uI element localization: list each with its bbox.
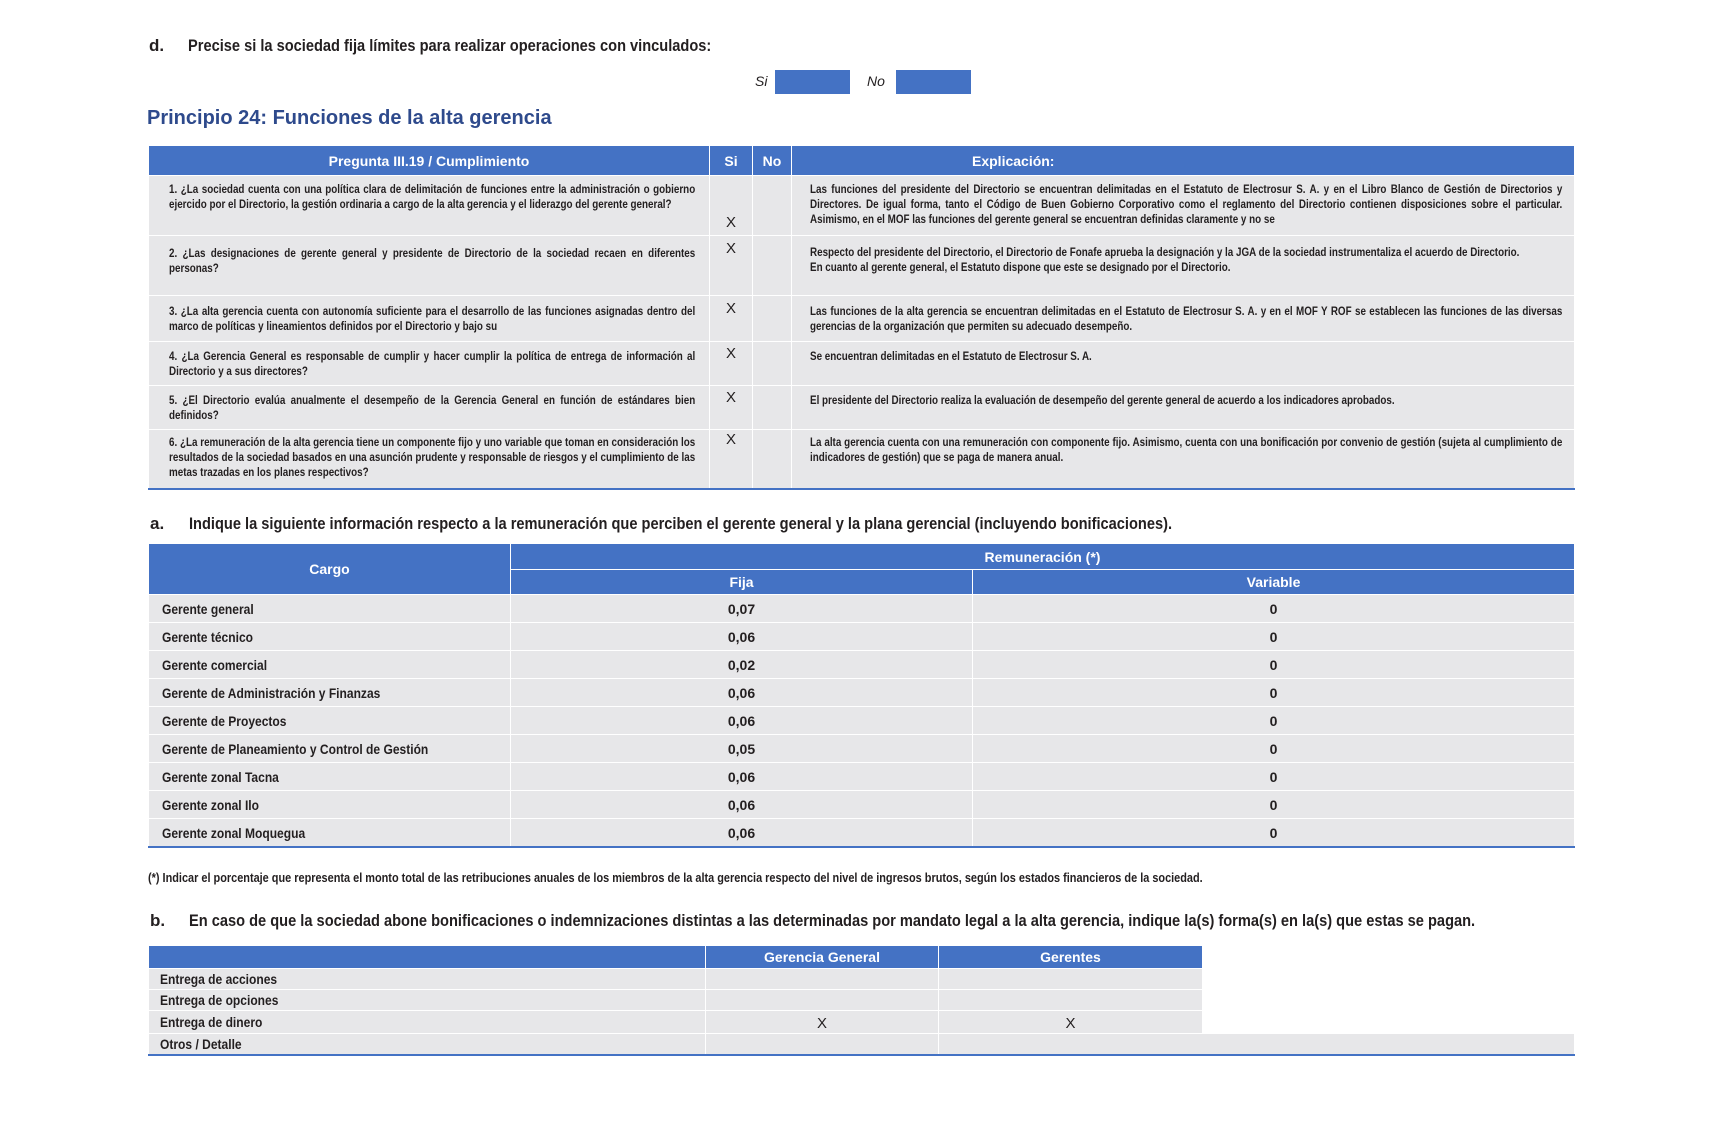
fija-cell: 0,06: [511, 679, 973, 707]
question-text: 1. ¿La sociedad cuenta con una política clara de delimitación de funciones entre la administración o gobierno ejercido por el Directorio, la gestión ordinaria a cargo de la alta gerencia y el liderazgo del gerente general?: [169, 182, 696, 211]
table-row: [149, 595, 1575, 623]
question-text: 3. ¿La alta gerencia cuenta con autonomía suficiente para el desarrollo de las funciones asignadas dentro del marco de políticas y lineamientos definidos por el Directorio y bajo su: [169, 304, 696, 333]
header-pregunta: Pregunta III.19 / Cumplimiento: [149, 146, 710, 176]
header-variable: Variable: [973, 570, 1575, 595]
question-text: 2. ¿Las designaciones de gerente general y presidente de Directorio de la sociedad recaen en diferentes personas?: [169, 246, 696, 275]
no-mark: [753, 386, 792, 430]
table-row: [149, 735, 1575, 763]
table-row: [149, 651, 1575, 679]
table-row: [149, 430, 1575, 489]
table-row: [149, 969, 1575, 990]
fija-cell: 0,05: [511, 735, 973, 763]
question-text: 5. ¿El Directorio evalúa anualmente el desempeño de la Gerencia General en función de estándares bien definidos?: [169, 393, 696, 422]
explanation-text: El presidente del Directorio realiza la evaluación de desempeño del gerente general de acuerdo a los indicadores aprobados.: [810, 393, 1395, 407]
cargo-cell: Gerente general: [162, 600, 254, 617]
header-fija: Fija: [511, 570, 973, 595]
section-d-letter: d.: [149, 36, 165, 55]
si-mark: X: [710, 386, 753, 430]
form-label: Entrega de acciones: [160, 971, 278, 987]
gerencia-general-cell: [706, 969, 939, 990]
no-mark: [753, 430, 792, 489]
si-label: Si: [755, 73, 768, 89]
explanation-text: Se encuentran delimitadas en el Estatuto de Electrosur S. A.: [810, 349, 1092, 363]
table-row: [149, 819, 1575, 848]
si-mark: X: [710, 342, 753, 386]
table-row: [149, 386, 1575, 430]
remuneration-table: [148, 543, 1575, 848]
cargo-cell: Gerente de Administración y Finanzas: [162, 684, 381, 701]
cargo-cell: Gerente de Planeamiento y Control de Gestión: [162, 740, 429, 757]
gerencia-general-cell: [706, 990, 939, 1011]
variable-cell: 0: [973, 819, 1575, 848]
principle-title: Principio 24: Funciones de la alta gerencia: [147, 107, 552, 129]
form-label: Otros / Detalle: [160, 1036, 242, 1052]
section-a-question: Indique la siguiente información respecto a la remuneración que perciben el gerente general y la plana gerencial (incluyendo bonificaciones).: [189, 514, 1173, 533]
footnote: (*) Indicar el porcentaje que representa el monto total de las retribuciones anuales de los miembros de la alta gerencia respecto del nivel de ingresos brutos, según los estados financieros de la sociedad.: [148, 870, 1203, 885]
no-mark: [753, 296, 792, 342]
form-label: Entrega de dinero: [160, 1014, 263, 1030]
fija-cell: 0,06: [511, 623, 973, 651]
table-row: [149, 679, 1575, 707]
cargo-cell: Gerente zonal Tacna: [162, 768, 279, 785]
header-remuneracion: Remuneración (*): [511, 544, 1575, 570]
bonus-forms-table: [148, 945, 1575, 1056]
gerencia-general-cell: X: [706, 1011, 939, 1034]
table-header-row: [149, 544, 1575, 570]
cargo-cell: Gerente comercial: [162, 656, 268, 673]
variable-cell: 0: [973, 679, 1575, 707]
section-b-question: En caso de que la sociedad abone bonificaciones o indemnizaciones distintas a las determinadas por mandato legal a la alta gerencia, indique la(s) forma(s) en la(s) que estas se pagan.: [189, 911, 1476, 930]
si-mark: X: [710, 176, 753, 236]
empty-cell: [1203, 1011, 1575, 1034]
no-label: No: [867, 73, 885, 89]
no-mark: [753, 176, 792, 236]
variable-cell: 0: [973, 791, 1575, 819]
variable-cell: 0: [973, 651, 1575, 679]
header-si: Si: [710, 146, 753, 176]
explanation-text: Respecto del presidente del Directorio, el Directorio de Fonafe aprueba la designación y la JGA de la sociedad instrumentaliza el acuerdo de Directorio.: [810, 245, 1520, 259]
header-gerentes: Gerentes: [939, 946, 1203, 969]
variable-cell: 0: [973, 763, 1575, 791]
fija-cell: 0,07: [511, 595, 973, 623]
gerentes-cell: X: [939, 1011, 1203, 1034]
compliance-table: [148, 145, 1575, 490]
si-mark: X: [710, 296, 753, 342]
table-row: [149, 707, 1575, 735]
section-b-letter: b.: [150, 911, 166, 930]
table-row: [149, 1034, 1575, 1056]
si-mark: X: [710, 236, 753, 296]
table-row: [149, 763, 1575, 791]
table-row: [149, 791, 1575, 819]
header-no: No: [753, 146, 792, 176]
header-empty: [1203, 946, 1575, 969]
fija-cell: 0,06: [511, 763, 973, 791]
explanation-text: Las funciones del presidente del Directorio se encuentran delimitadas en el Estatuto de Electrosur S. A. y en el Libro Blanco de Gestión de Directorios y Directores. De igual forma, tanto el Código de Buen Gobierno Corporativo como el reglamento del Directorio contienen disposiciones sobre el particular. Asimismo, en el MOF las funciones del gerente general se encuentran definidas claramente y no se: [810, 182, 1563, 226]
question-text: 4. ¿La Gerencia General es responsable de cumplir y hacer cumplir la política de entrega de información al Directorio y a sus directores?: [169, 349, 696, 378]
section-a-letter: a.: [150, 514, 165, 533]
table-row: [149, 1011, 1575, 1034]
si-mark: X: [710, 430, 753, 489]
header-gerencia-general: Gerencia General: [706, 946, 939, 969]
explanation-text: Las funciones de la alta gerencia se encuentran delimitadas en el Estatuto de Electrosur S. A. y en el MOF Y ROF se establecen las funciones de las diversas gerencias de la organización que permiten su adecuado desempeño.: [810, 304, 1563, 333]
section-d-question: Precise si la sociedad fija límites para realizar operaciones con vinculados:: [188, 36, 712, 55]
table-row: [149, 623, 1575, 651]
gerentes-cell: [939, 990, 1203, 1011]
gerencia-general-cell: [706, 1034, 939, 1056]
table-row: [149, 990, 1575, 1011]
no-mark: [753, 342, 792, 386]
cargo-cell: Gerente zonal Moquegua: [162, 824, 306, 841]
cargo-cell: Gerente técnico: [162, 628, 254, 645]
variable-cell: 0: [973, 707, 1575, 735]
fija-cell: 0,06: [511, 819, 973, 848]
table-row: [149, 176, 1575, 236]
empty-cell: [1203, 969, 1575, 990]
table-row: [149, 342, 1575, 386]
gerentes-cell: [939, 1034, 1575, 1056]
explanation-text: La alta gerencia cuenta con una remuneración con componente fijo. Asimismo, cuenta con una bonificación por convenio de gestión (sujeta al cumplimiento de indicadores de gestión) que se paga de manera anual.: [810, 435, 1563, 464]
fija-cell: 0,06: [511, 791, 973, 819]
fija-cell: 0,06: [511, 707, 973, 735]
header-cargo: Cargo: [149, 544, 511, 595]
cargo-cell: Gerente de Proyectos: [162, 712, 287, 729]
form-label: Entrega de opciones: [160, 992, 279, 1008]
table-row: [149, 236, 1575, 296]
table-header-row: [149, 946, 1575, 969]
header-blank: [149, 946, 706, 969]
variable-cell: 0: [973, 595, 1575, 623]
fija-cell: 0,02: [511, 651, 973, 679]
no-checkbox[interactable]: [896, 70, 971, 94]
table-header-row: [149, 146, 1575, 176]
question-text: 6. ¿La remuneración de la alta gerencia tiene un componente fijo y uno variable que toman en consideración los resultados de la sociedad basados en una asunción prudente y responsable de riesgos y el cumplimiento de las metas trazadas en los planes respectivos?: [169, 435, 696, 479]
no-mark: [753, 236, 792, 296]
si-checkbox[interactable]: [775, 70, 850, 94]
variable-cell: 0: [973, 735, 1575, 763]
gerentes-cell: [939, 969, 1203, 990]
header-explicacion: Explicación:: [792, 146, 1575, 176]
table-row: [149, 296, 1575, 342]
cargo-cell: Gerente zonal Ilo: [162, 796, 260, 813]
variable-cell: 0: [973, 623, 1575, 651]
empty-cell: [1203, 990, 1575, 1011]
explanation-text-2: En cuanto al gerente general, el Estatuto dispone que este se designado por el Directorio.: [810, 260, 1231, 274]
